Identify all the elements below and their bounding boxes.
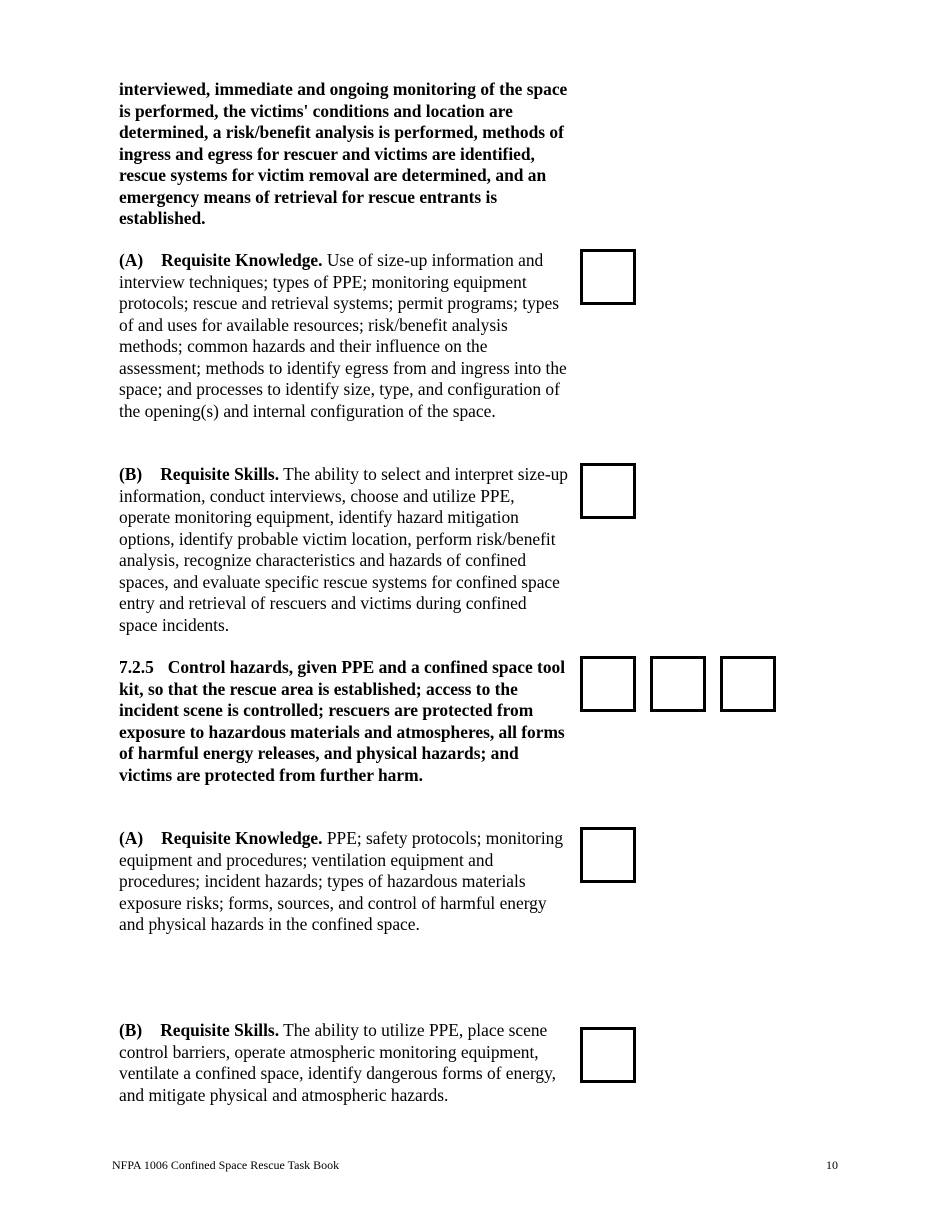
jpr-7-2-5-paragraph xyxy=(119,657,569,786)
requisite-skills-paragraph-2 xyxy=(119,1020,569,1106)
section-title: Requisite Knowledge. xyxy=(161,250,323,270)
checkbox-jpr-2[interactable] xyxy=(650,656,706,712)
section-text: The ability to select and interpret size-up information, conduct interviews, choose and utilize PPE, operate monitoring equipment, identify hazard mitigation options, identify probable victim location, perform risk/benefit analysis, recognize characteristics and hazards of confined spaces, and evaluate specific rescue systems for confined space entry and retrieval of rescuers and victims during confined space incidents. xyxy=(119,464,569,635)
section-text: PPE; safety protocols; monitoring equipment and procedures; ventilation equipment and procedures; incident hazards; types of hazardous materials exposure risks; forms, sources, and control of harmful energy and physical hazards in the confined space. xyxy=(119,828,564,934)
jpr-number: 7.2.5 xyxy=(119,657,154,677)
page-number: 10 xyxy=(826,1158,838,1172)
checkbox-requisite-skills-1[interactable] xyxy=(580,463,636,519)
section-marker: (A) xyxy=(119,250,144,270)
intro-paragraph: interviewed, immediate and ongoing monitoring of the space is performed, the victims' conditions and location are determined, a risk/benefit analysis is performed, methods of ingress and egress for rescuer and victims are identified, rescue systems for victim removal are determined, and an emergency means of retrieval for rescue entrants is established. xyxy=(119,79,568,228)
requisite-knowledge-paragraph-2 xyxy=(119,828,569,936)
section-text: Use of size-up information and interview techniques; types of PPE; monitoring equipment protocols; rescue and retrieval systems; permit programs; types of and uses for available resources; risk/benefit analysis methods; common hazards and their influence on the assessment; methods to identify egress from and ingress into the space; and processes to identify size, type, and configuration of the opening(s) and internal configuration of the space. xyxy=(119,250,567,421)
checkbox-requisite-knowledge-1[interactable] xyxy=(580,249,636,305)
section-marker: (A) xyxy=(119,828,144,848)
jpr-text: Control hazards, given PPE and a confined space tool kit, so that the rescue area is established; access to the incident scene is controlled; rescuers are protected from exposure to hazardous materials and atmospheres, all forms of harmful energy releases, and physical hazards; and victims are protected from further harm. xyxy=(119,657,566,785)
section-title: Requisite Skills. xyxy=(160,464,280,484)
section-marker: (B) xyxy=(119,464,143,484)
checkbox-jpr-1[interactable] xyxy=(580,656,636,712)
requisite-knowledge-paragraph-1 xyxy=(119,250,569,422)
section-marker: (B) xyxy=(119,1020,143,1040)
checkbox-requisite-knowledge-2[interactable] xyxy=(580,827,636,883)
section-text: The ability to utilize PPE, place scene control barriers, operate atmospheric monitoring equipment, ventilate a confined space, identify dangerous forms of energy, and mitigate physical and atmospheric hazards. xyxy=(119,1020,557,1105)
checkbox-requisite-skills-2[interactable] xyxy=(580,1027,636,1083)
requisite-skills-paragraph-1 xyxy=(119,464,569,636)
section-title: Requisite Skills. xyxy=(160,1020,280,1040)
section-title: Requisite Knowledge. xyxy=(161,828,323,848)
footer-title: NFPA 1006 Confined Space Rescue Task Book xyxy=(112,1158,340,1172)
checkbox-jpr-3[interactable] xyxy=(720,656,776,712)
